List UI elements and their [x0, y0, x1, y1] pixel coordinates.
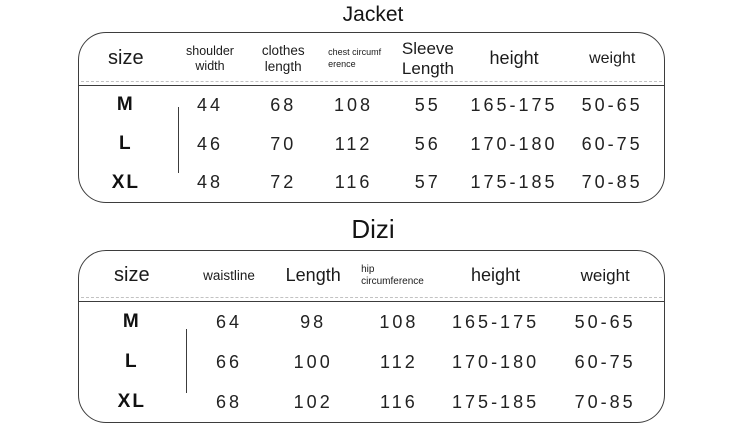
value-cell: 44: [197, 94, 224, 115]
size-cell: M: [122, 311, 141, 332]
jacket-header-row: [79, 33, 664, 86]
value-cell: 102: [293, 391, 333, 412]
table-row-m: [79, 86, 664, 125]
value-cell: 175-185: [452, 391, 540, 412]
size-cell: L: [125, 351, 139, 372]
size-cell: M: [116, 94, 135, 116]
dizi-table-title: Dizi: [351, 214, 395, 244]
dizi-table-body: [79, 302, 664, 422]
table-row-m: [79, 302, 664, 342]
header-separator-dashed-line: [81, 81, 662, 82]
value-cell: 50-65: [574, 311, 636, 332]
value-cell: 70-85: [574, 391, 636, 412]
size-cell: XL: [117, 391, 146, 412]
value-cell: 70: [270, 133, 297, 154]
dizi-header-length: Length: [285, 265, 341, 286]
jacket-header-clothes-length: clothes length: [261, 43, 305, 74]
dizi-header-height: height: [471, 265, 521, 286]
value-cell: 57: [414, 172, 441, 193]
jacket-header-height: height: [489, 48, 539, 69]
value-cell: 116: [380, 391, 418, 412]
dizi-header-weight: weight: [580, 265, 630, 285]
jacket-header-chest-circumference-label: chest circumference: [328, 47, 382, 69]
dizi-header-hip-circumference-label: hip circumference: [361, 263, 424, 287]
value-cell: 68: [215, 391, 242, 412]
value-cell: 56: [414, 133, 441, 154]
value-cell: 108: [379, 311, 419, 332]
value-cell: 116: [334, 172, 373, 193]
value-cell: 112: [334, 133, 373, 154]
value-cell: 165-175: [452, 311, 540, 332]
jacket-table-body: [79, 86, 664, 202]
dizi-header-hip-circumference: [353, 251, 445, 301]
value-cell: 170-180: [470, 133, 558, 154]
value-cell: 165-175: [470, 94, 558, 115]
jacket-header-size: size: [108, 47, 144, 70]
dizi-size-table: [78, 250, 665, 423]
size-cell: L: [119, 133, 133, 154]
jacket-header-chest-circumference: [319, 33, 388, 85]
value-cell: 64: [215, 311, 242, 332]
jacket-table-title: Jacket: [342, 3, 404, 26]
value-cell: 48: [197, 172, 224, 193]
value-cell: 66: [215, 351, 242, 372]
value-cell: 46: [197, 133, 224, 154]
size-cell: XL: [111, 171, 140, 193]
size-column-divider-line: [186, 329, 187, 393]
value-cell: 170-180: [452, 351, 540, 372]
value-cell: 108: [334, 94, 374, 115]
header-separator-dashed-line: [81, 297, 662, 298]
value-cell: 70-85: [581, 172, 643, 193]
value-cell: 98: [300, 311, 327, 332]
table-row-xl: [79, 382, 664, 422]
dizi-header-size: size: [114, 264, 150, 287]
table-row-xl: [79, 163, 664, 202]
value-cell: 175-185: [470, 172, 558, 193]
jacket-header-sleeve-length: Sleeve Length: [401, 38, 454, 78]
value-cell: 112: [380, 351, 418, 372]
value-cell: 60-75: [581, 133, 643, 154]
value-cell: 72: [270, 172, 297, 193]
jacket-header-shoulder-width: shoulder width: [186, 44, 234, 73]
dizi-header-waistline: waistline: [203, 268, 255, 284]
value-cell: 60-75: [574, 351, 636, 372]
dizi-header-row: [79, 251, 664, 302]
size-column-divider-line: [178, 107, 179, 173]
jacket-size-table: [78, 32, 665, 203]
table-row-l: [79, 342, 664, 382]
value-cell: 50-65: [581, 94, 643, 115]
table-row-l: [79, 125, 664, 164]
value-cell: 68: [270, 94, 297, 115]
value-cell: 100: [293, 351, 333, 372]
jacket-header-weight: weight: [589, 49, 636, 67]
value-cell: 55: [414, 94, 441, 115]
